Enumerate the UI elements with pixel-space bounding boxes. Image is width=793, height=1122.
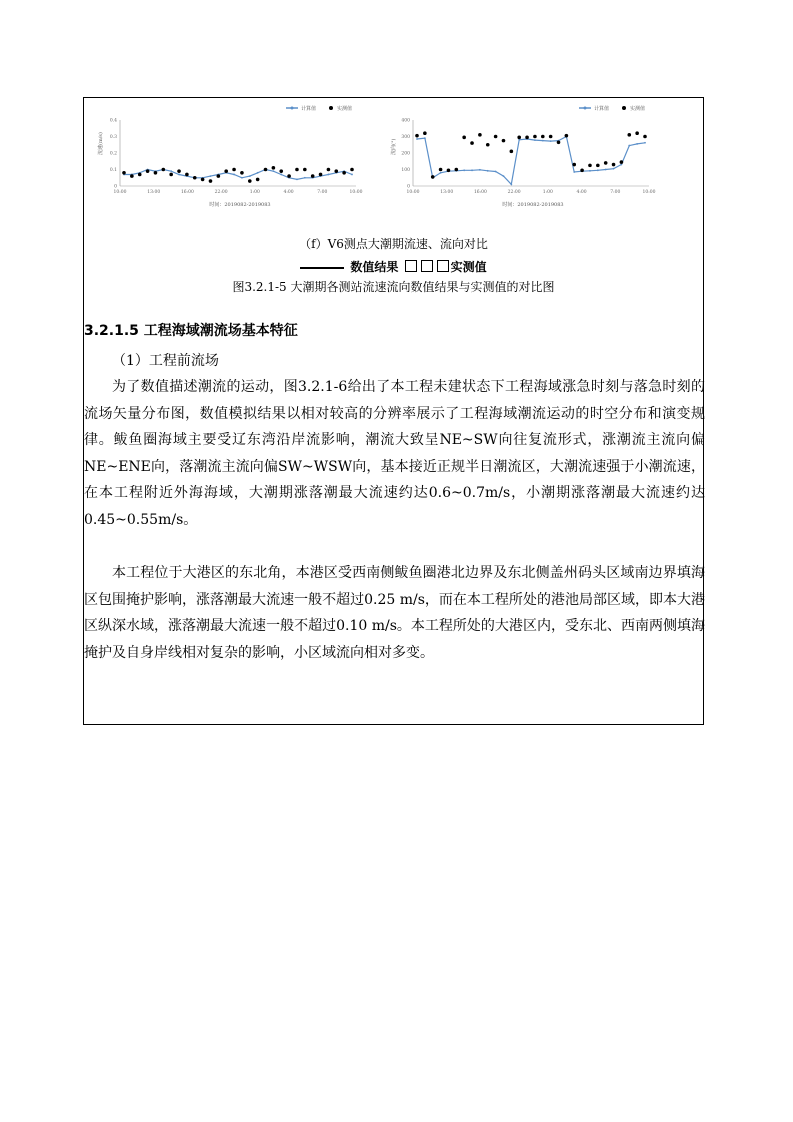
x-tick-label: 10:00 bbox=[349, 190, 363, 195]
figure-legend bbox=[84, 258, 703, 275]
subsection-title: （1）工程前流场 bbox=[112, 353, 219, 369]
measured-point bbox=[224, 169, 228, 173]
x-tick-label: 13:00 bbox=[440, 190, 454, 195]
calc-point bbox=[542, 140, 544, 142]
measured-point bbox=[549, 135, 553, 139]
calc-point bbox=[249, 175, 251, 177]
legend-calc-marker bbox=[584, 107, 587, 110]
measured-point bbox=[146, 169, 150, 173]
calc-point bbox=[495, 171, 497, 173]
measured-point bbox=[217, 174, 221, 178]
paragraph-2: 本工程位于大港区的东北角，本港区受西南侧鲅鱼圈港北边界及东北侧盖州码头区域南边界填海区包围掩护影响，涨落潮最大流速一般不超过0.25 m/s，而在本工程所处的港池局部区域，即本大港区纵深水域，涨落潮最大流速一般不超过0.10 m/s。本工程所处的大港区内，受东北、西南两侧填海掩护及自身岸线相对复杂的影响，小区域流向相对多变。 bbox=[84, 565, 705, 661]
legend-calc-marker bbox=[291, 107, 294, 110]
section-title: 3.2.1.5 工程海域潮流场基本特征 bbox=[84, 323, 298, 339]
calc-point bbox=[296, 179, 298, 181]
calc-point bbox=[644, 142, 646, 144]
measured-point bbox=[240, 171, 244, 175]
y-axis-label: 流向(°) bbox=[391, 138, 397, 155]
velocity-chart-svg bbox=[96, 100, 384, 212]
legend-square-icon bbox=[437, 260, 449, 272]
y-tick-label: 300 bbox=[401, 135, 410, 140]
measured-point bbox=[350, 168, 354, 172]
legend-meas-label: 实测值 bbox=[630, 106, 646, 112]
measured-point bbox=[533, 135, 537, 139]
measured-point bbox=[557, 140, 561, 144]
measured-point bbox=[279, 169, 283, 173]
x-tick-label: 10:00 bbox=[642, 190, 656, 195]
calc-point bbox=[510, 183, 512, 185]
x-tick-label: 10:00 bbox=[113, 190, 127, 195]
calc-point bbox=[304, 177, 306, 179]
measured-point bbox=[311, 174, 315, 178]
calc-point bbox=[628, 145, 630, 147]
measured-point bbox=[572, 163, 576, 167]
calc-point bbox=[241, 177, 243, 179]
y-tick-label: 0.4 bbox=[109, 118, 117, 124]
calc-point bbox=[328, 174, 330, 176]
measured-point bbox=[502, 139, 506, 143]
legend-square-icon bbox=[405, 260, 417, 272]
measured-point bbox=[470, 141, 474, 145]
calc-point bbox=[210, 175, 212, 177]
calc-point bbox=[479, 169, 481, 171]
legend-measured-label: 实测值 bbox=[450, 260, 487, 274]
calc-point bbox=[621, 164, 623, 166]
measured-point bbox=[201, 178, 205, 182]
legend-numeric-label: 数值结果 bbox=[350, 260, 399, 274]
measured-point bbox=[162, 168, 166, 172]
x-tick-label: 7:00 bbox=[610, 190, 621, 195]
x-tick-label: 4:00 bbox=[576, 190, 587, 195]
measured-point bbox=[295, 168, 299, 172]
measured-point bbox=[635, 131, 639, 135]
calc-point bbox=[573, 171, 575, 173]
content-frame bbox=[83, 97, 704, 725]
x-axis-label: 时间：2019082-2019083 bbox=[502, 202, 564, 208]
measured-point bbox=[177, 169, 181, 173]
calc-point bbox=[613, 168, 615, 170]
calc-series-line bbox=[417, 137, 645, 185]
measured-point bbox=[248, 179, 252, 183]
calc-point bbox=[178, 174, 180, 176]
measured-point bbox=[596, 164, 600, 168]
measured-point bbox=[209, 179, 213, 183]
measured-point bbox=[138, 173, 142, 177]
x-tick-label: 13:00 bbox=[147, 190, 161, 195]
measured-point bbox=[185, 173, 189, 177]
calc-point bbox=[351, 174, 353, 176]
calc-point bbox=[487, 170, 489, 172]
measured-point bbox=[447, 169, 451, 173]
calc-point bbox=[518, 139, 520, 141]
measured-point bbox=[478, 133, 482, 137]
chart-velocity bbox=[96, 100, 384, 212]
y-tick-label: 400 bbox=[401, 118, 410, 124]
measured-point bbox=[169, 173, 173, 177]
calc-point bbox=[233, 174, 235, 176]
x-tick-label: 1:00 bbox=[542, 190, 553, 195]
legend-meas-marker bbox=[329, 106, 333, 110]
calc-point bbox=[424, 137, 426, 139]
chart-direction bbox=[389, 100, 677, 212]
x-axis-label: 时间：2019082-2019083 bbox=[209, 202, 271, 208]
calc-point bbox=[170, 170, 172, 172]
legend-calc-label: 计算值 bbox=[594, 106, 610, 112]
legend-meas-label: 实测值 bbox=[337, 106, 353, 112]
x-tick-label: 16:00 bbox=[473, 190, 487, 195]
measured-point bbox=[643, 135, 647, 139]
calc-point bbox=[471, 169, 473, 171]
measured-point bbox=[462, 136, 466, 140]
legend-square-icon bbox=[421, 260, 433, 272]
calc-point bbox=[463, 169, 465, 171]
calc-point bbox=[272, 170, 274, 172]
measured-point bbox=[517, 136, 521, 140]
measured-point bbox=[334, 169, 338, 173]
measured-point bbox=[319, 173, 323, 177]
calc-point bbox=[589, 170, 591, 172]
calc-point bbox=[280, 174, 282, 176]
y-tick-label: 0 bbox=[114, 184, 117, 190]
subfigure-caption: （f）V6测点大潮期流速、流向对比 bbox=[299, 237, 488, 251]
measured-point bbox=[455, 168, 459, 172]
x-tick-label: 22:00 bbox=[507, 190, 521, 195]
calc-point bbox=[440, 172, 442, 174]
measured-point bbox=[541, 135, 545, 139]
calc-point bbox=[550, 140, 552, 142]
measured-point bbox=[627, 133, 631, 137]
calc-point bbox=[605, 169, 607, 171]
measured-point bbox=[525, 136, 529, 140]
measured-point bbox=[327, 168, 331, 172]
y-tick-label: 0.2 bbox=[109, 151, 117, 157]
calc-series-line bbox=[124, 170, 352, 180]
x-tick-label: 22:00 bbox=[214, 190, 228, 195]
measured-point bbox=[193, 176, 197, 180]
legend-meas-marker bbox=[622, 106, 626, 110]
paragraph-1: 为了数值描述潮流的运动，图3.2.1-6给出了本工程未建状态下工程海域涨急时刻与落急时刻的流场矢量分布图，数值模拟结果以相对较高的分辨率展示了工程海域潮流运动的时空分布和演变规律。鲅鱼圈海域主要受辽东湾沿岸流影响，潮流大致呈NE~SW向往复流形式，涨潮流主流向偏NE~ENE向，落潮流主流向偏SW~WSW向，基本接近正规半日潮流区，大潮流速强于小潮流速，在本工程附近外海海域，大潮期涨落潮最大流速约达0.6~0.7m/s，小潮期涨落潮最大流速约达0.45~0.55m/s。 bbox=[84, 379, 705, 528]
measured-point bbox=[580, 169, 584, 173]
measured-point bbox=[565, 134, 569, 138]
y-tick-label: 200 bbox=[401, 151, 410, 157]
measured-point bbox=[272, 166, 276, 170]
measured-point bbox=[256, 178, 260, 182]
y-tick-label: 0 bbox=[407, 184, 410, 190]
x-tick-label: 10:00 bbox=[406, 190, 420, 195]
measured-point bbox=[439, 168, 443, 172]
legend-line-swatch bbox=[300, 267, 344, 269]
y-tick-label: 0.3 bbox=[109, 135, 117, 140]
measured-point bbox=[287, 174, 291, 178]
calc-point bbox=[534, 139, 536, 141]
measured-point bbox=[494, 135, 498, 139]
direction-chart-svg bbox=[389, 100, 677, 212]
measured-point bbox=[588, 164, 592, 168]
y-axis-label: 流速(m/s) bbox=[98, 132, 104, 155]
calc-point bbox=[503, 175, 505, 177]
measured-point bbox=[431, 175, 435, 179]
measured-point bbox=[510, 150, 514, 154]
x-tick-label: 16:00 bbox=[180, 190, 194, 195]
measured-point bbox=[415, 134, 419, 138]
measured-point bbox=[232, 168, 236, 172]
measured-point bbox=[303, 168, 307, 172]
measured-point bbox=[122, 171, 126, 175]
calc-point bbox=[636, 143, 638, 145]
calc-point bbox=[257, 172, 259, 174]
measured-point bbox=[130, 174, 134, 178]
measured-point bbox=[342, 171, 346, 175]
measured-point bbox=[620, 160, 624, 164]
x-tick-label: 1:00 bbox=[249, 190, 260, 195]
measured-point bbox=[604, 161, 608, 165]
measured-point bbox=[423, 131, 427, 135]
y-tick-label: 0.1 bbox=[109, 168, 117, 173]
y-tick-label: 100 bbox=[401, 168, 410, 173]
measured-point bbox=[264, 168, 268, 172]
x-tick-label: 4:00 bbox=[283, 190, 294, 195]
legend-calc-label: 计算值 bbox=[301, 106, 317, 112]
calc-point bbox=[416, 138, 418, 140]
x-tick-label: 7:00 bbox=[317, 190, 328, 195]
measured-point bbox=[612, 163, 616, 167]
measured-point bbox=[154, 171, 158, 175]
calc-point bbox=[597, 169, 599, 171]
figure-caption: 图3.2.1-5 大潮期各测站流速流向数值结果与实测值的对比图 bbox=[232, 280, 555, 294]
measured-point bbox=[486, 143, 490, 147]
